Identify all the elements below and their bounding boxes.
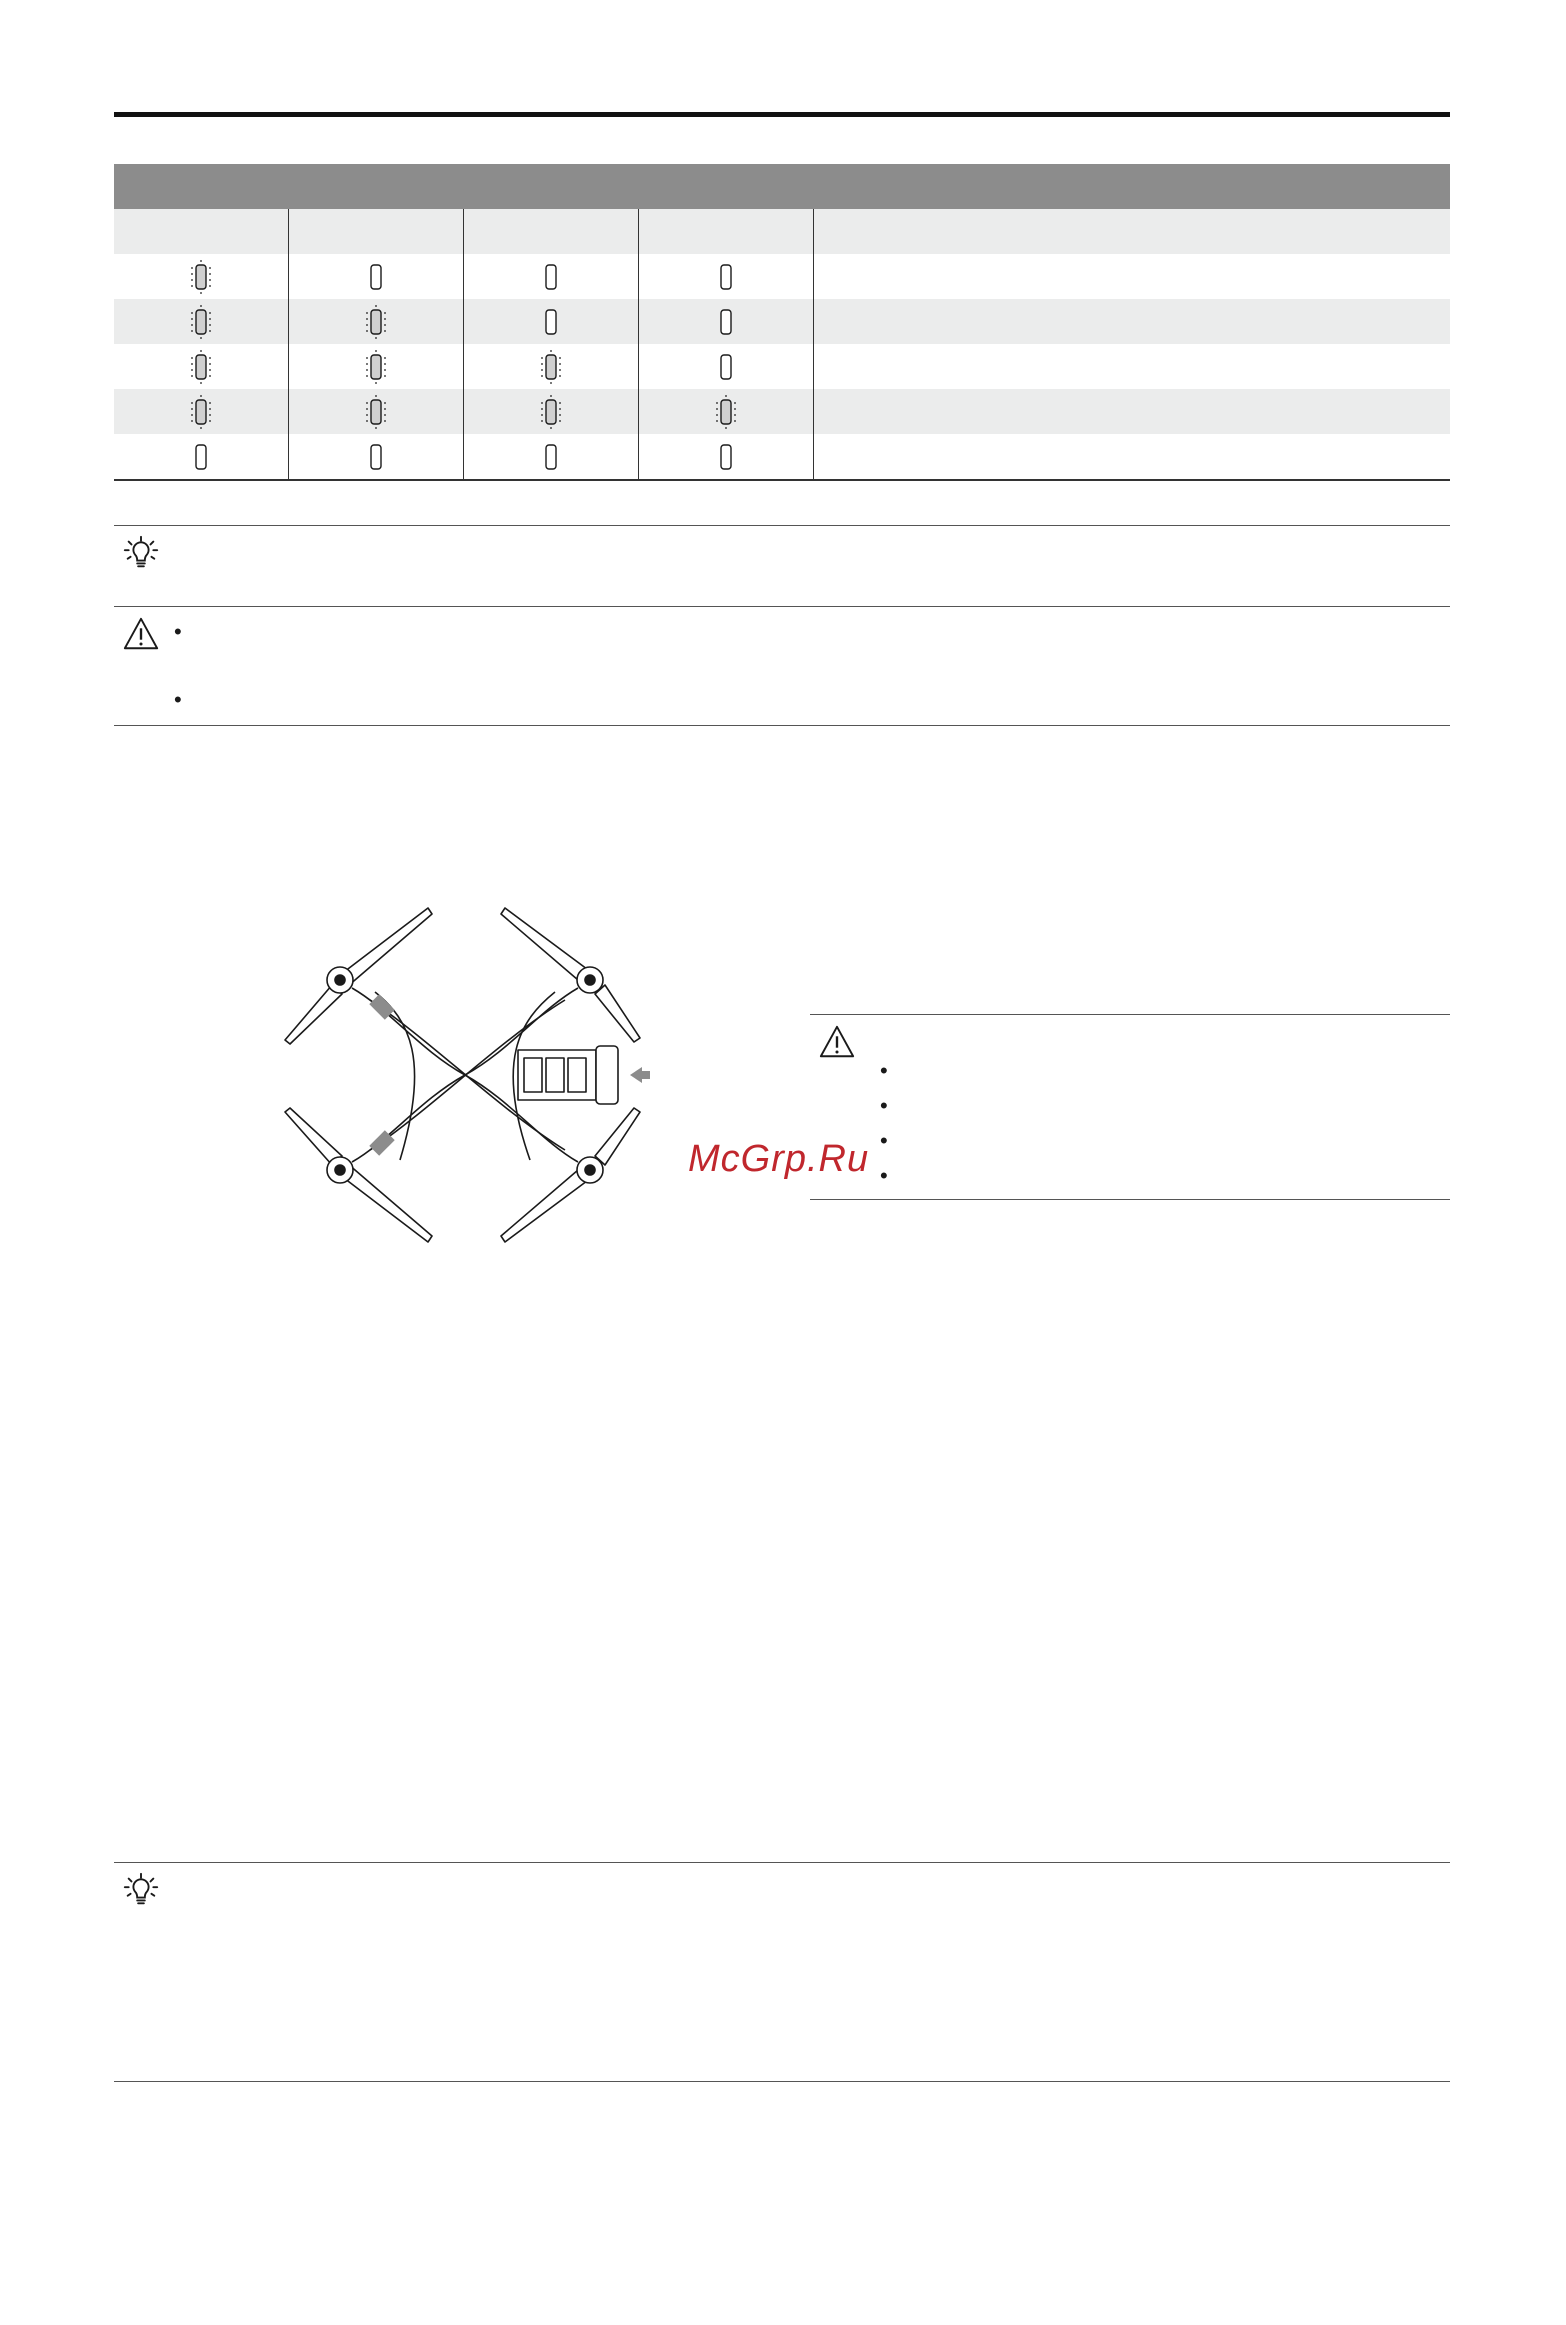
bullet-dot: • [880, 1128, 888, 1153]
led-cell [289, 389, 464, 434]
row-description [814, 389, 1450, 434]
led-cell [639, 434, 814, 479]
led-blinking-icon [540, 395, 562, 429]
column-header [289, 209, 464, 254]
led-off-icon [715, 350, 737, 384]
battery-level-table [114, 164, 1450, 481]
tip-note [114, 525, 1450, 607]
led-cell [289, 434, 464, 479]
led-off-icon [715, 260, 737, 294]
row-description [814, 254, 1450, 299]
tip-note-2 [114, 1862, 1450, 2082]
led-cell [114, 254, 289, 299]
bullet-dot: • [880, 1163, 888, 1188]
table-row [114, 389, 1450, 434]
led-blinking-icon [190, 395, 212, 429]
led-cell [464, 389, 639, 434]
table-column-header-row [114, 209, 1450, 254]
led-cell [639, 299, 814, 344]
led-cell [639, 389, 814, 434]
led-cell [114, 434, 289, 479]
warning-icon [818, 1023, 856, 1061]
row-description [814, 344, 1450, 389]
bullet-dot: • [174, 619, 182, 644]
column-header [114, 209, 289, 254]
led-off-icon [365, 440, 387, 474]
column-header [464, 209, 639, 254]
led-cell [464, 299, 639, 344]
led-cell [464, 344, 639, 389]
table-bottom-rule [114, 479, 1450, 481]
table-row [114, 254, 1450, 299]
led-cell [114, 299, 289, 344]
lightbulb-icon [122, 1871, 160, 1909]
led-off-icon [365, 260, 387, 294]
bullet-dot: • [880, 1058, 888, 1083]
watermark: McGrp.Ru [688, 1138, 870, 1180]
led-blinking-icon [190, 350, 212, 384]
led-blinking-icon [365, 395, 387, 429]
row-description [814, 299, 1450, 344]
led-cell [289, 299, 464, 344]
led-blinking-icon [190, 260, 212, 294]
table-row [114, 434, 1450, 479]
led-cell [289, 254, 464, 299]
led-cell [639, 254, 814, 299]
table-header [114, 164, 1450, 209]
led-blinking-icon [365, 350, 387, 384]
warning-note [114, 606, 1450, 726]
lightbulb-icon [122, 534, 160, 572]
led-cell [114, 389, 289, 434]
led-off-icon [715, 305, 737, 339]
led-off-icon [540, 305, 562, 339]
led-blinking-icon [190, 305, 212, 339]
table-body [114, 254, 1450, 479]
top-rule [114, 112, 1450, 117]
led-cell [639, 344, 814, 389]
led-cell [289, 344, 464, 389]
led-blinking-icon [540, 350, 562, 384]
led-off-icon [540, 260, 562, 294]
bullet-dot: • [880, 1093, 888, 1118]
led-blinking-icon [365, 305, 387, 339]
column-header [814, 209, 1450, 254]
led-blinking-icon [715, 395, 737, 429]
led-cell [464, 434, 639, 479]
led-cell [114, 344, 289, 389]
table-row [114, 344, 1450, 389]
row-description [814, 434, 1450, 479]
led-off-icon [190, 440, 212, 474]
column-header [639, 209, 814, 254]
warning-icon [122, 615, 160, 653]
led-off-icon [540, 440, 562, 474]
led-cell [464, 254, 639, 299]
table-row [114, 299, 1450, 344]
drone-top-view-icon [280, 900, 650, 1250]
insert-arrow-icon [630, 1067, 650, 1083]
warning-note-2 [810, 1014, 1450, 1200]
bullet-dot: • [174, 687, 182, 712]
led-off-icon [715, 440, 737, 474]
